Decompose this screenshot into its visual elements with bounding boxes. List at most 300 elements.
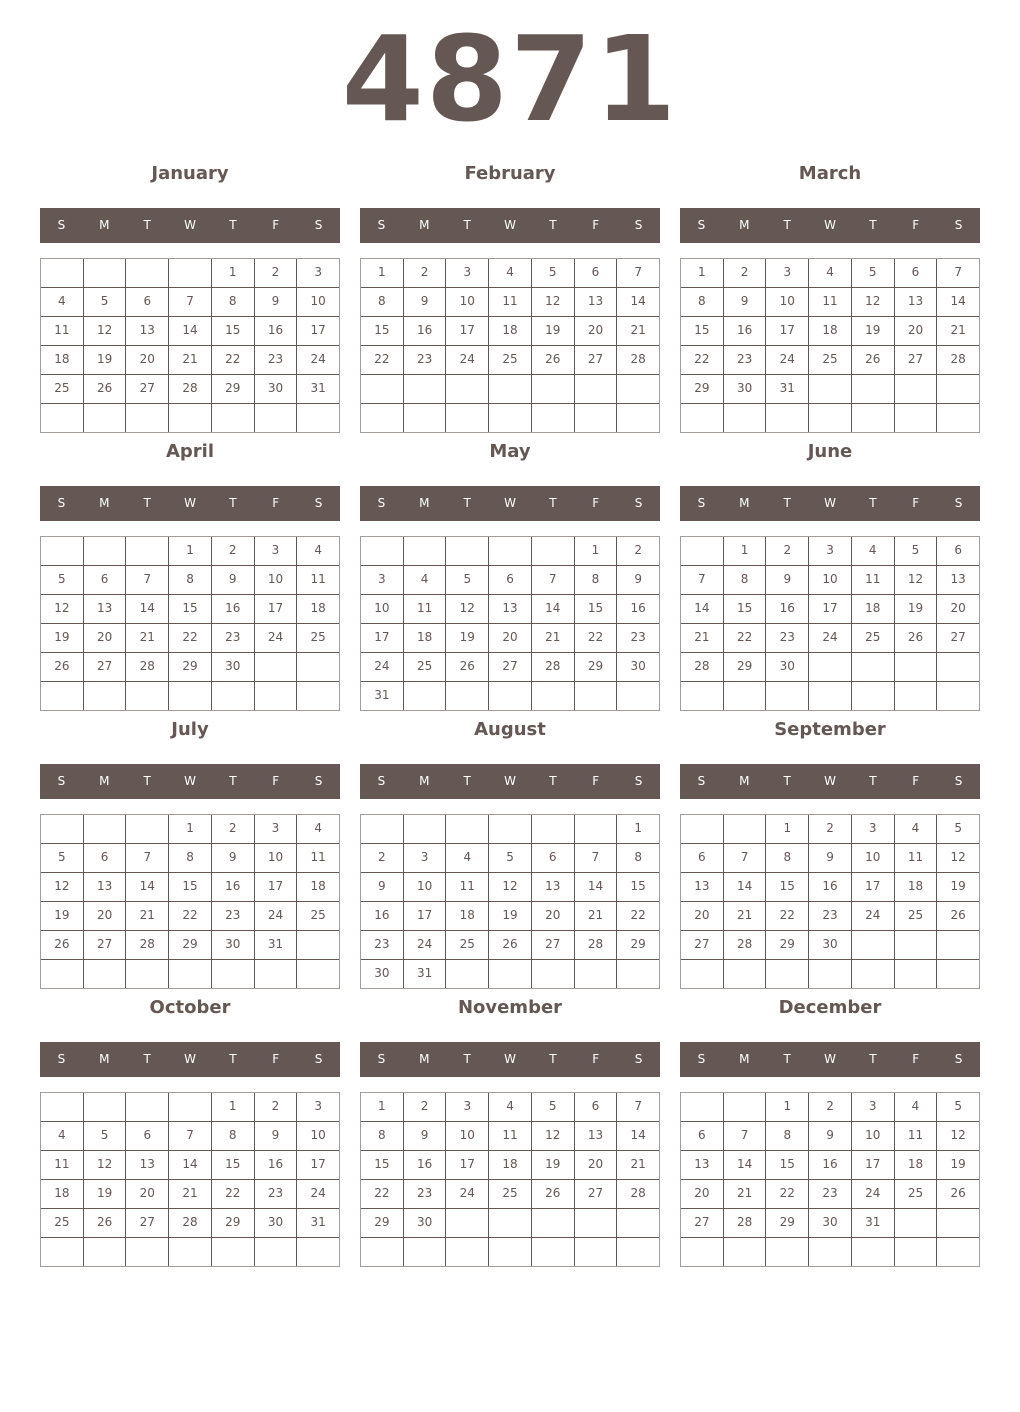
weekday-label: W bbox=[504, 1052, 516, 1066]
day-cell: 23 bbox=[808, 902, 851, 930]
day-cell: 19 bbox=[531, 317, 574, 345]
weekday-label: S bbox=[954, 218, 963, 232]
day-cell: 18 bbox=[54, 1186, 70, 1200]
day-cell bbox=[168, 960, 211, 988]
weekday-label: T bbox=[869, 1052, 877, 1066]
day-cell: 14 bbox=[616, 1122, 659, 1150]
day-cell: 30 bbox=[254, 375, 297, 403]
day-cell: 16 bbox=[254, 1151, 297, 1179]
day-cell: 12 bbox=[531, 288, 574, 316]
month-title: September bbox=[774, 719, 886, 740]
day-cell bbox=[488, 960, 531, 988]
day-cell bbox=[488, 375, 531, 403]
day-cell: 9 bbox=[254, 288, 297, 316]
day-cell: 12 bbox=[83, 317, 126, 345]
day-cell: 1 bbox=[378, 265, 386, 279]
day-cell: 23 bbox=[211, 624, 254, 652]
weekday-header bbox=[360, 764, 660, 799]
day-cell: 7 bbox=[574, 844, 617, 872]
day-cell bbox=[125, 682, 168, 710]
day-cell bbox=[488, 404, 531, 432]
weekday-label: T bbox=[143, 218, 151, 232]
day-cell: 16 bbox=[211, 873, 254, 901]
day-cell: 23 bbox=[403, 1180, 446, 1208]
day-cell: 8 bbox=[168, 844, 211, 872]
day-cell: 28 bbox=[168, 375, 211, 403]
day-cell bbox=[574, 1209, 617, 1237]
day-cell bbox=[808, 1238, 851, 1266]
weekday-label: T bbox=[869, 218, 877, 232]
day-cell: 31 bbox=[403, 960, 446, 988]
day-cell: 14 bbox=[723, 873, 766, 901]
day-cell bbox=[723, 404, 766, 432]
day-cell: 2 bbox=[403, 259, 446, 287]
day-cell: 31 bbox=[254, 931, 297, 959]
day-cell bbox=[445, 1238, 488, 1266]
day-cell: 15 bbox=[374, 323, 390, 337]
weekday-header bbox=[40, 764, 340, 799]
day-cell: 9 bbox=[723, 288, 766, 316]
weekday-label: S bbox=[377, 774, 386, 788]
day-cell: 17 bbox=[296, 1151, 339, 1179]
day-cell: 14 bbox=[936, 288, 979, 316]
day-cell: 29 bbox=[374, 1215, 390, 1229]
week-row bbox=[361, 316, 659, 345]
day-cell: 14 bbox=[531, 595, 574, 623]
week-row bbox=[41, 287, 339, 316]
day-cell: 27 bbox=[125, 375, 168, 403]
day-cell bbox=[403, 375, 446, 403]
day-cell bbox=[296, 931, 339, 959]
day-cell: 4 bbox=[488, 1093, 531, 1121]
day-cell bbox=[361, 375, 403, 403]
day-cell: 31 bbox=[851, 1209, 894, 1237]
day-cell bbox=[83, 815, 126, 843]
weekday-label: W bbox=[504, 496, 516, 510]
day-cell: 7 bbox=[125, 844, 168, 872]
day-cell bbox=[616, 1238, 659, 1266]
day-cell: 2 bbox=[808, 1093, 851, 1121]
day-cell: 15 bbox=[374, 1157, 390, 1171]
weekday-label: M bbox=[739, 1052, 750, 1066]
day-cell: 8 bbox=[168, 566, 211, 594]
month-title: July bbox=[171, 719, 209, 740]
day-cell: 13 bbox=[125, 1151, 168, 1179]
week-row bbox=[361, 287, 659, 316]
day-cell: 12 bbox=[936, 844, 979, 872]
weekday-label: F bbox=[592, 496, 600, 510]
day-cell bbox=[83, 1238, 126, 1266]
day-cell bbox=[936, 404, 979, 432]
day-cell: 24 bbox=[765, 346, 808, 374]
day-cell bbox=[851, 375, 894, 403]
day-cell: 18 bbox=[403, 624, 446, 652]
day-cell: 12 bbox=[894, 566, 937, 594]
day-cell: 30 bbox=[765, 653, 808, 681]
day-cell: 11 bbox=[445, 873, 488, 901]
day-cell: 3 bbox=[765, 259, 808, 287]
week-row bbox=[681, 1121, 979, 1150]
day-cell: 1 bbox=[211, 259, 254, 287]
weekday-label: M bbox=[419, 496, 430, 510]
day-cell bbox=[41, 1238, 83, 1266]
day-cell: 15 bbox=[168, 595, 211, 623]
day-cell bbox=[851, 1238, 894, 1266]
day-cell: 18 bbox=[894, 1151, 937, 1179]
day-cell bbox=[851, 682, 894, 710]
day-cell: 19 bbox=[894, 595, 937, 623]
day-cell bbox=[851, 931, 894, 959]
day-cell: 26 bbox=[83, 375, 126, 403]
day-grid bbox=[40, 814, 340, 989]
day-cell: 4 bbox=[58, 294, 66, 308]
day-cell: 17 bbox=[254, 873, 297, 901]
week-row bbox=[681, 1093, 979, 1121]
day-cell: 4 bbox=[894, 1093, 937, 1121]
day-cell: 4 bbox=[488, 259, 531, 287]
day-cell: 30 bbox=[374, 966, 390, 980]
day-cell: 24 bbox=[851, 902, 894, 930]
day-cell bbox=[574, 682, 617, 710]
day-cell: 13 bbox=[531, 873, 574, 901]
day-cell bbox=[723, 682, 766, 710]
day-cell: 16 bbox=[403, 1151, 446, 1179]
day-cell: 15 bbox=[574, 595, 617, 623]
weekday-header bbox=[360, 1042, 660, 1077]
day-cell: 6 bbox=[574, 259, 617, 287]
day-cell: 7 bbox=[168, 288, 211, 316]
week-row bbox=[361, 843, 659, 872]
weekday-label: T bbox=[229, 1052, 237, 1066]
weekday-label: T bbox=[783, 496, 791, 510]
weekday-label: T bbox=[549, 218, 557, 232]
day-cell bbox=[681, 537, 723, 565]
day-cell: 15 bbox=[765, 1151, 808, 1179]
week-row bbox=[41, 815, 339, 843]
day-cell: 2 bbox=[254, 259, 297, 287]
day-cell: 8 bbox=[378, 294, 386, 308]
day-cell: 16 bbox=[254, 317, 297, 345]
weekday-label: S bbox=[634, 774, 643, 788]
weekday-label: S bbox=[314, 774, 323, 788]
day-cell: 28 bbox=[616, 1180, 659, 1208]
day-cell bbox=[125, 1093, 168, 1121]
day-cell: 14 bbox=[694, 601, 710, 615]
day-cell: 7 bbox=[723, 844, 766, 872]
day-cell: 23 bbox=[616, 624, 659, 652]
week-row bbox=[681, 345, 979, 374]
weekday-label: S bbox=[57, 1052, 66, 1066]
day-grid bbox=[360, 258, 660, 433]
day-cell bbox=[765, 682, 808, 710]
day-cell: 8 bbox=[698, 294, 706, 308]
day-cell: 27 bbox=[531, 931, 574, 959]
day-cell: 28 bbox=[723, 931, 766, 959]
day-cell: 15 bbox=[616, 873, 659, 901]
day-cell: 11 bbox=[851, 566, 894, 594]
week-row bbox=[361, 681, 659, 710]
weekday-label: F bbox=[272, 496, 280, 510]
weekday-label: S bbox=[954, 496, 963, 510]
weekday-label: F bbox=[912, 496, 920, 510]
day-cell: 31 bbox=[296, 1209, 339, 1237]
day-cell: 15 bbox=[694, 323, 710, 337]
day-cell: 20 bbox=[83, 902, 126, 930]
day-cell: 25 bbox=[54, 381, 70, 395]
day-cell: 13 bbox=[574, 1122, 617, 1150]
month-title: October bbox=[149, 997, 231, 1018]
day-cell: 9 bbox=[254, 1122, 297, 1150]
day-cell: 21 bbox=[125, 902, 168, 930]
day-cell: 4 bbox=[445, 844, 488, 872]
day-cell: 14 bbox=[168, 1151, 211, 1179]
week-row bbox=[41, 959, 339, 988]
day-cell bbox=[125, 537, 168, 565]
day-cell bbox=[41, 960, 83, 988]
day-grid bbox=[680, 258, 980, 433]
day-cell: 8 bbox=[211, 1122, 254, 1150]
day-cell bbox=[894, 653, 937, 681]
day-cell: 22 bbox=[574, 624, 617, 652]
day-cell bbox=[681, 404, 723, 432]
day-cell bbox=[616, 404, 659, 432]
day-cell: 20 bbox=[125, 1180, 168, 1208]
weekday-label: M bbox=[99, 496, 110, 510]
day-cell: 28 bbox=[125, 653, 168, 681]
day-cell: 3 bbox=[808, 537, 851, 565]
day-cell: 17 bbox=[445, 1151, 488, 1179]
day-cell: 4 bbox=[894, 815, 937, 843]
day-cell: 8 bbox=[378, 1128, 386, 1142]
day-cell: 19 bbox=[936, 873, 979, 901]
week-row bbox=[361, 930, 659, 959]
day-cell: 11 bbox=[296, 844, 339, 872]
day-cell: 2 bbox=[616, 537, 659, 565]
day-cell: 21 bbox=[168, 346, 211, 374]
weekday-label: T bbox=[549, 1052, 557, 1066]
weekday-label: T bbox=[463, 496, 471, 510]
day-cell: 20 bbox=[574, 317, 617, 345]
weekday-label: T bbox=[229, 218, 237, 232]
day-cell: 27 bbox=[574, 346, 617, 374]
day-cell: 27 bbox=[894, 346, 937, 374]
day-cell: 21 bbox=[531, 624, 574, 652]
day-cell bbox=[403, 1238, 446, 1266]
weekday-label: S bbox=[377, 1052, 386, 1066]
day-cell: 17 bbox=[445, 317, 488, 345]
day-cell bbox=[894, 931, 937, 959]
day-cell: 25 bbox=[894, 902, 937, 930]
weekday-label: F bbox=[912, 218, 920, 232]
day-cell bbox=[211, 682, 254, 710]
weekday-label: S bbox=[954, 774, 963, 788]
day-cell: 3 bbox=[254, 815, 297, 843]
day-cell bbox=[41, 259, 83, 287]
day-cell: 24 bbox=[851, 1180, 894, 1208]
day-cell: 16 bbox=[374, 908, 390, 922]
day-cell: 16 bbox=[403, 317, 446, 345]
day-cell bbox=[83, 682, 126, 710]
day-cell: 16 bbox=[723, 317, 766, 345]
day-cell: 5 bbox=[894, 537, 937, 565]
day-cell bbox=[616, 960, 659, 988]
weekday-label: S bbox=[57, 496, 66, 510]
weekday-label: T bbox=[143, 1052, 151, 1066]
day-cell: 14 bbox=[125, 873, 168, 901]
day-cell: 6 bbox=[894, 259, 937, 287]
weekday-label: M bbox=[739, 774, 750, 788]
day-cell bbox=[574, 375, 617, 403]
day-cell: 17 bbox=[403, 902, 446, 930]
weekday-label: S bbox=[57, 774, 66, 788]
day-cell: 13 bbox=[694, 879, 710, 893]
day-cell bbox=[765, 960, 808, 988]
day-cell: 5 bbox=[936, 815, 979, 843]
day-cell: 26 bbox=[851, 346, 894, 374]
day-cell: 6 bbox=[83, 844, 126, 872]
weekday-label: T bbox=[869, 774, 877, 788]
day-cell: 19 bbox=[83, 346, 126, 374]
week-row bbox=[361, 1208, 659, 1237]
week-row bbox=[361, 652, 659, 681]
day-cell bbox=[936, 1209, 979, 1237]
day-cell bbox=[403, 537, 446, 565]
day-cell: 8 bbox=[723, 566, 766, 594]
day-cell: 11 bbox=[296, 566, 339, 594]
day-cell: 20 bbox=[894, 317, 937, 345]
week-row bbox=[361, 537, 659, 565]
weekday-label: S bbox=[697, 774, 706, 788]
day-cell: 13 bbox=[574, 288, 617, 316]
weekday-label: M bbox=[419, 774, 430, 788]
week-row bbox=[41, 1179, 339, 1208]
day-cell: 23 bbox=[765, 624, 808, 652]
day-cell bbox=[125, 259, 168, 287]
day-cell bbox=[445, 815, 488, 843]
weekday-label: S bbox=[57, 218, 66, 232]
day-cell: 9 bbox=[808, 844, 851, 872]
day-cell: 6 bbox=[125, 1122, 168, 1150]
day-cell bbox=[894, 682, 937, 710]
day-cell: 26 bbox=[531, 1180, 574, 1208]
day-cell bbox=[361, 404, 403, 432]
day-cell: 4 bbox=[58, 1128, 66, 1142]
day-cell: 29 bbox=[211, 1209, 254, 1237]
day-cell: 18 bbox=[851, 595, 894, 623]
month-title: April bbox=[165, 441, 215, 462]
day-cell: 20 bbox=[574, 1151, 617, 1179]
week-row bbox=[41, 316, 339, 345]
day-cell: 14 bbox=[125, 595, 168, 623]
weekday-header bbox=[360, 486, 660, 521]
day-cell bbox=[574, 815, 617, 843]
weekday-label: F bbox=[592, 774, 600, 788]
day-cell: 30 bbox=[211, 653, 254, 681]
day-cell: 22 bbox=[374, 352, 390, 366]
day-cell: 10 bbox=[445, 1122, 488, 1150]
day-cell: 21 bbox=[723, 902, 766, 930]
day-cell bbox=[445, 537, 488, 565]
day-cell bbox=[616, 375, 659, 403]
day-cell: 10 bbox=[296, 1122, 339, 1150]
weekday-label: S bbox=[377, 218, 386, 232]
day-cell: 29 bbox=[723, 653, 766, 681]
day-cell bbox=[894, 404, 937, 432]
day-cell: 24 bbox=[403, 931, 446, 959]
day-cell: 21 bbox=[125, 624, 168, 652]
day-cell bbox=[445, 404, 488, 432]
day-cell: 1 bbox=[378, 1099, 386, 1113]
weekday-label: M bbox=[739, 496, 750, 510]
weekday-label: F bbox=[272, 1052, 280, 1066]
day-cell bbox=[41, 404, 83, 432]
day-cell bbox=[808, 404, 851, 432]
day-cell bbox=[168, 1238, 211, 1266]
week-row bbox=[361, 403, 659, 432]
day-cell: 22 bbox=[211, 346, 254, 374]
weekday-header bbox=[680, 486, 980, 521]
day-cell: 3 bbox=[445, 259, 488, 287]
weekday-label: F bbox=[912, 774, 920, 788]
day-cell bbox=[936, 1238, 979, 1266]
month-title: June bbox=[807, 441, 853, 462]
day-cell: 27 bbox=[83, 931, 126, 959]
day-cell: 5 bbox=[83, 1122, 126, 1150]
day-cell: 27 bbox=[694, 937, 710, 951]
day-cell bbox=[808, 375, 851, 403]
day-cell: 30 bbox=[211, 931, 254, 959]
weekday-label: T bbox=[549, 774, 557, 788]
day-cell bbox=[125, 404, 168, 432]
day-cell: 6 bbox=[83, 566, 126, 594]
week-row bbox=[361, 1121, 659, 1150]
day-cell: 30 bbox=[254, 1209, 297, 1237]
day-cell bbox=[83, 1093, 126, 1121]
day-cell: 29 bbox=[694, 381, 710, 395]
weekday-header bbox=[680, 764, 980, 799]
day-cell bbox=[723, 960, 766, 988]
day-cell bbox=[403, 815, 446, 843]
day-cell: 24 bbox=[296, 1180, 339, 1208]
week-row bbox=[681, 1237, 979, 1266]
day-cell: 28 bbox=[616, 346, 659, 374]
day-cell bbox=[723, 1238, 766, 1266]
day-cell: 4 bbox=[403, 566, 446, 594]
day-cell: 22 bbox=[694, 352, 710, 366]
day-cell: 1 bbox=[698, 265, 706, 279]
day-cell bbox=[296, 404, 339, 432]
week-row bbox=[41, 1121, 339, 1150]
week-row bbox=[41, 681, 339, 710]
day-cell: 5 bbox=[531, 1093, 574, 1121]
week-row bbox=[681, 1179, 979, 1208]
day-cell: 15 bbox=[723, 595, 766, 623]
week-row bbox=[681, 259, 979, 287]
day-cell: 24 bbox=[445, 346, 488, 374]
day-cell bbox=[808, 653, 851, 681]
day-cell bbox=[41, 682, 83, 710]
day-cell: 25 bbox=[296, 624, 339, 652]
day-cell: 9 bbox=[403, 1122, 446, 1150]
day-cell bbox=[681, 682, 723, 710]
day-cell: 6 bbox=[936, 537, 979, 565]
weekday-label: W bbox=[824, 774, 836, 788]
weekday-label: T bbox=[783, 1052, 791, 1066]
week-row bbox=[41, 565, 339, 594]
day-cell: 23 bbox=[254, 346, 297, 374]
day-cell: 9 bbox=[765, 566, 808, 594]
day-cell bbox=[296, 1238, 339, 1266]
